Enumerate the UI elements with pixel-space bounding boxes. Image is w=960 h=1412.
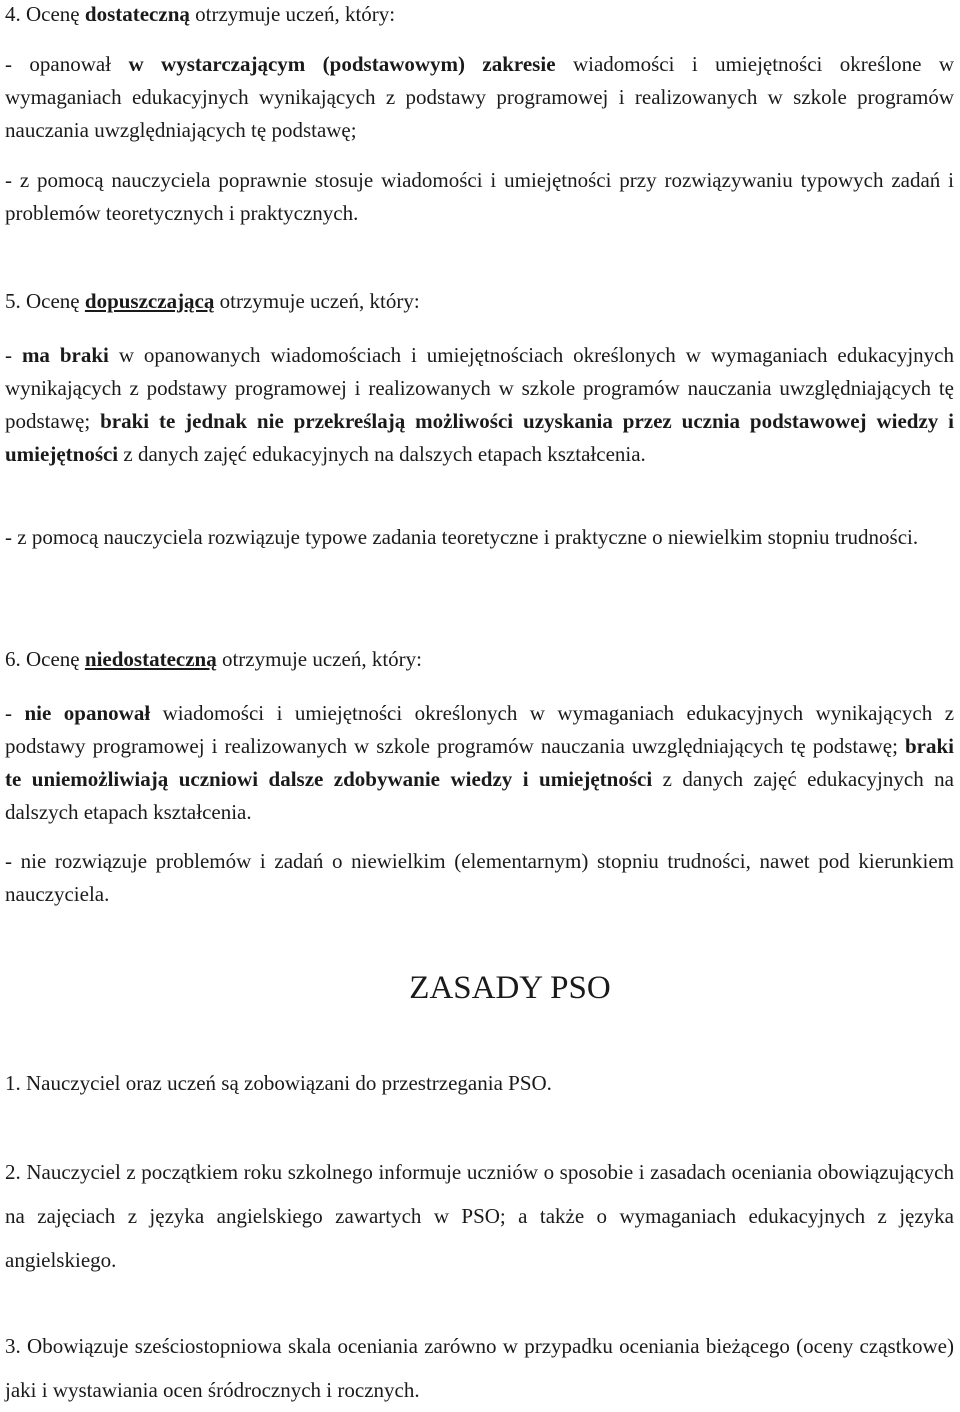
emphasis: nie opanował: [24, 701, 151, 725]
section-4-heading: [5, 0, 954, 28]
section-4-requirement-1: - opanował w wystarczającym (podstawowym) zakresie wiadomości i umiejętności określone w wymaganiach edukacyjnych wynikających z podstawy programowej i realizowanych w szkole programów nauczania uwzględniających tę podstawę;: [5, 52, 955, 142]
heading-text: otrzymuje uczeń, który:: [195, 2, 396, 26]
emphasis: braki te uniemożliwiają uczniowi dalsze zdobywanie wiedzy i umiejętności: [5, 734, 954, 791]
heading-text: Ocenę: [26, 647, 80, 671]
section-number: 5.: [5, 289, 21, 313]
grade-name: niedostateczną: [84, 647, 217, 671]
heading-text: otrzymuje uczeń, który:: [221, 647, 422, 671]
pso-rule-1: 1. Nauczyciel oraz uczeń są zobowiązani do przestrzegania PSO.: [5, 1071, 552, 1095]
grade-name: dostateczną: [84, 2, 190, 26]
grade-name: dopuszczającą: [84, 289, 215, 313]
emphasis: braki te jednak nie przekreślają możliwości uzyskania przez ucznia podstawowej wiedzy i umiejętności: [5, 409, 955, 466]
section-6-requirement-2: - nie rozwiązuje problemów i zadań o niewielkim (elementarnym) stopniu trudności, nawet pod kierunkiem nauczyciela.: [5, 849, 954, 906]
section-5-requirement-1: - ma braki w opanowanych wiadomościach i umiejętnościach określonych w wymaganiach edukacyjnych wynikających z podstawy programowej i realizowanych w szkole programów nauczania uwzględniających tę podstawę; braki te jednak nie przekreślają możliwości uzyskania przez ucznia podstawowej wiedzy i umiejętności z danych zajęć edukacyjnych na dalszych etapach kształcenia.: [5, 343, 955, 466]
pso-rule-3: 3. Obowiązuje sześciostopniowa skala oceniania zarówno w przypadku oceniania bieżącego (oceny cząstkowe) jaki i wystawiania ocen śródrocznych i rocznych.: [5, 1334, 954, 1402]
section-number: 4.: [5, 2, 21, 26]
section-5-heading: [5, 287, 954, 315]
pso-title: ZASADY PSO: [409, 970, 611, 1006]
section-6-requirement-1: - nie opanował wiadomości i umiejętności określonych w wymaganiach edukacyjnych wynikających z podstawy programowej i realizowanych w szkole programów nauczania uwzględniających tę podstawę; braki te uniemożliwiają uczniowi dalsze zdobywanie wiedzy i umiejętności z danych zajęć edukacyjnych na dalszych etapach kształcenia.: [5, 701, 955, 824]
pso-rule-2: 2. Nauczyciel z początkiem roku szkolnego informuje uczniów o sposobie i zasadach oceniania obowiązujących na zajęciach z języka angielskiego zawartych w PSO; a także o wymaganiach edukacyjnych z języka angielskiego.: [5, 1160, 954, 1272]
section-6-heading: [5, 645, 954, 673]
emphasis: ma braki: [21, 343, 109, 367]
section-number: 6.: [5, 647, 21, 671]
heading-text: Ocenę: [26, 2, 80, 26]
heading-text: Ocenę: [26, 289, 80, 313]
heading-text: otrzymuje uczeń, który:: [219, 289, 420, 313]
section-4-requirement-2: - z pomocą nauczyciela poprawnie stosuje wiadomości i umiejętności przy rozwiązywaniu typowych zadań i problemów teoretycznych i praktycznych.: [5, 168, 954, 225]
section-5-requirement-2: - z pomocą nauczyciela rozwiązuje typowe zadania teoretyczne i praktyczne o niewielkim stopniu trudności.: [5, 525, 919, 549]
emphasis: w wystarczającym (podstawowym) zakresie: [128, 52, 556, 76]
